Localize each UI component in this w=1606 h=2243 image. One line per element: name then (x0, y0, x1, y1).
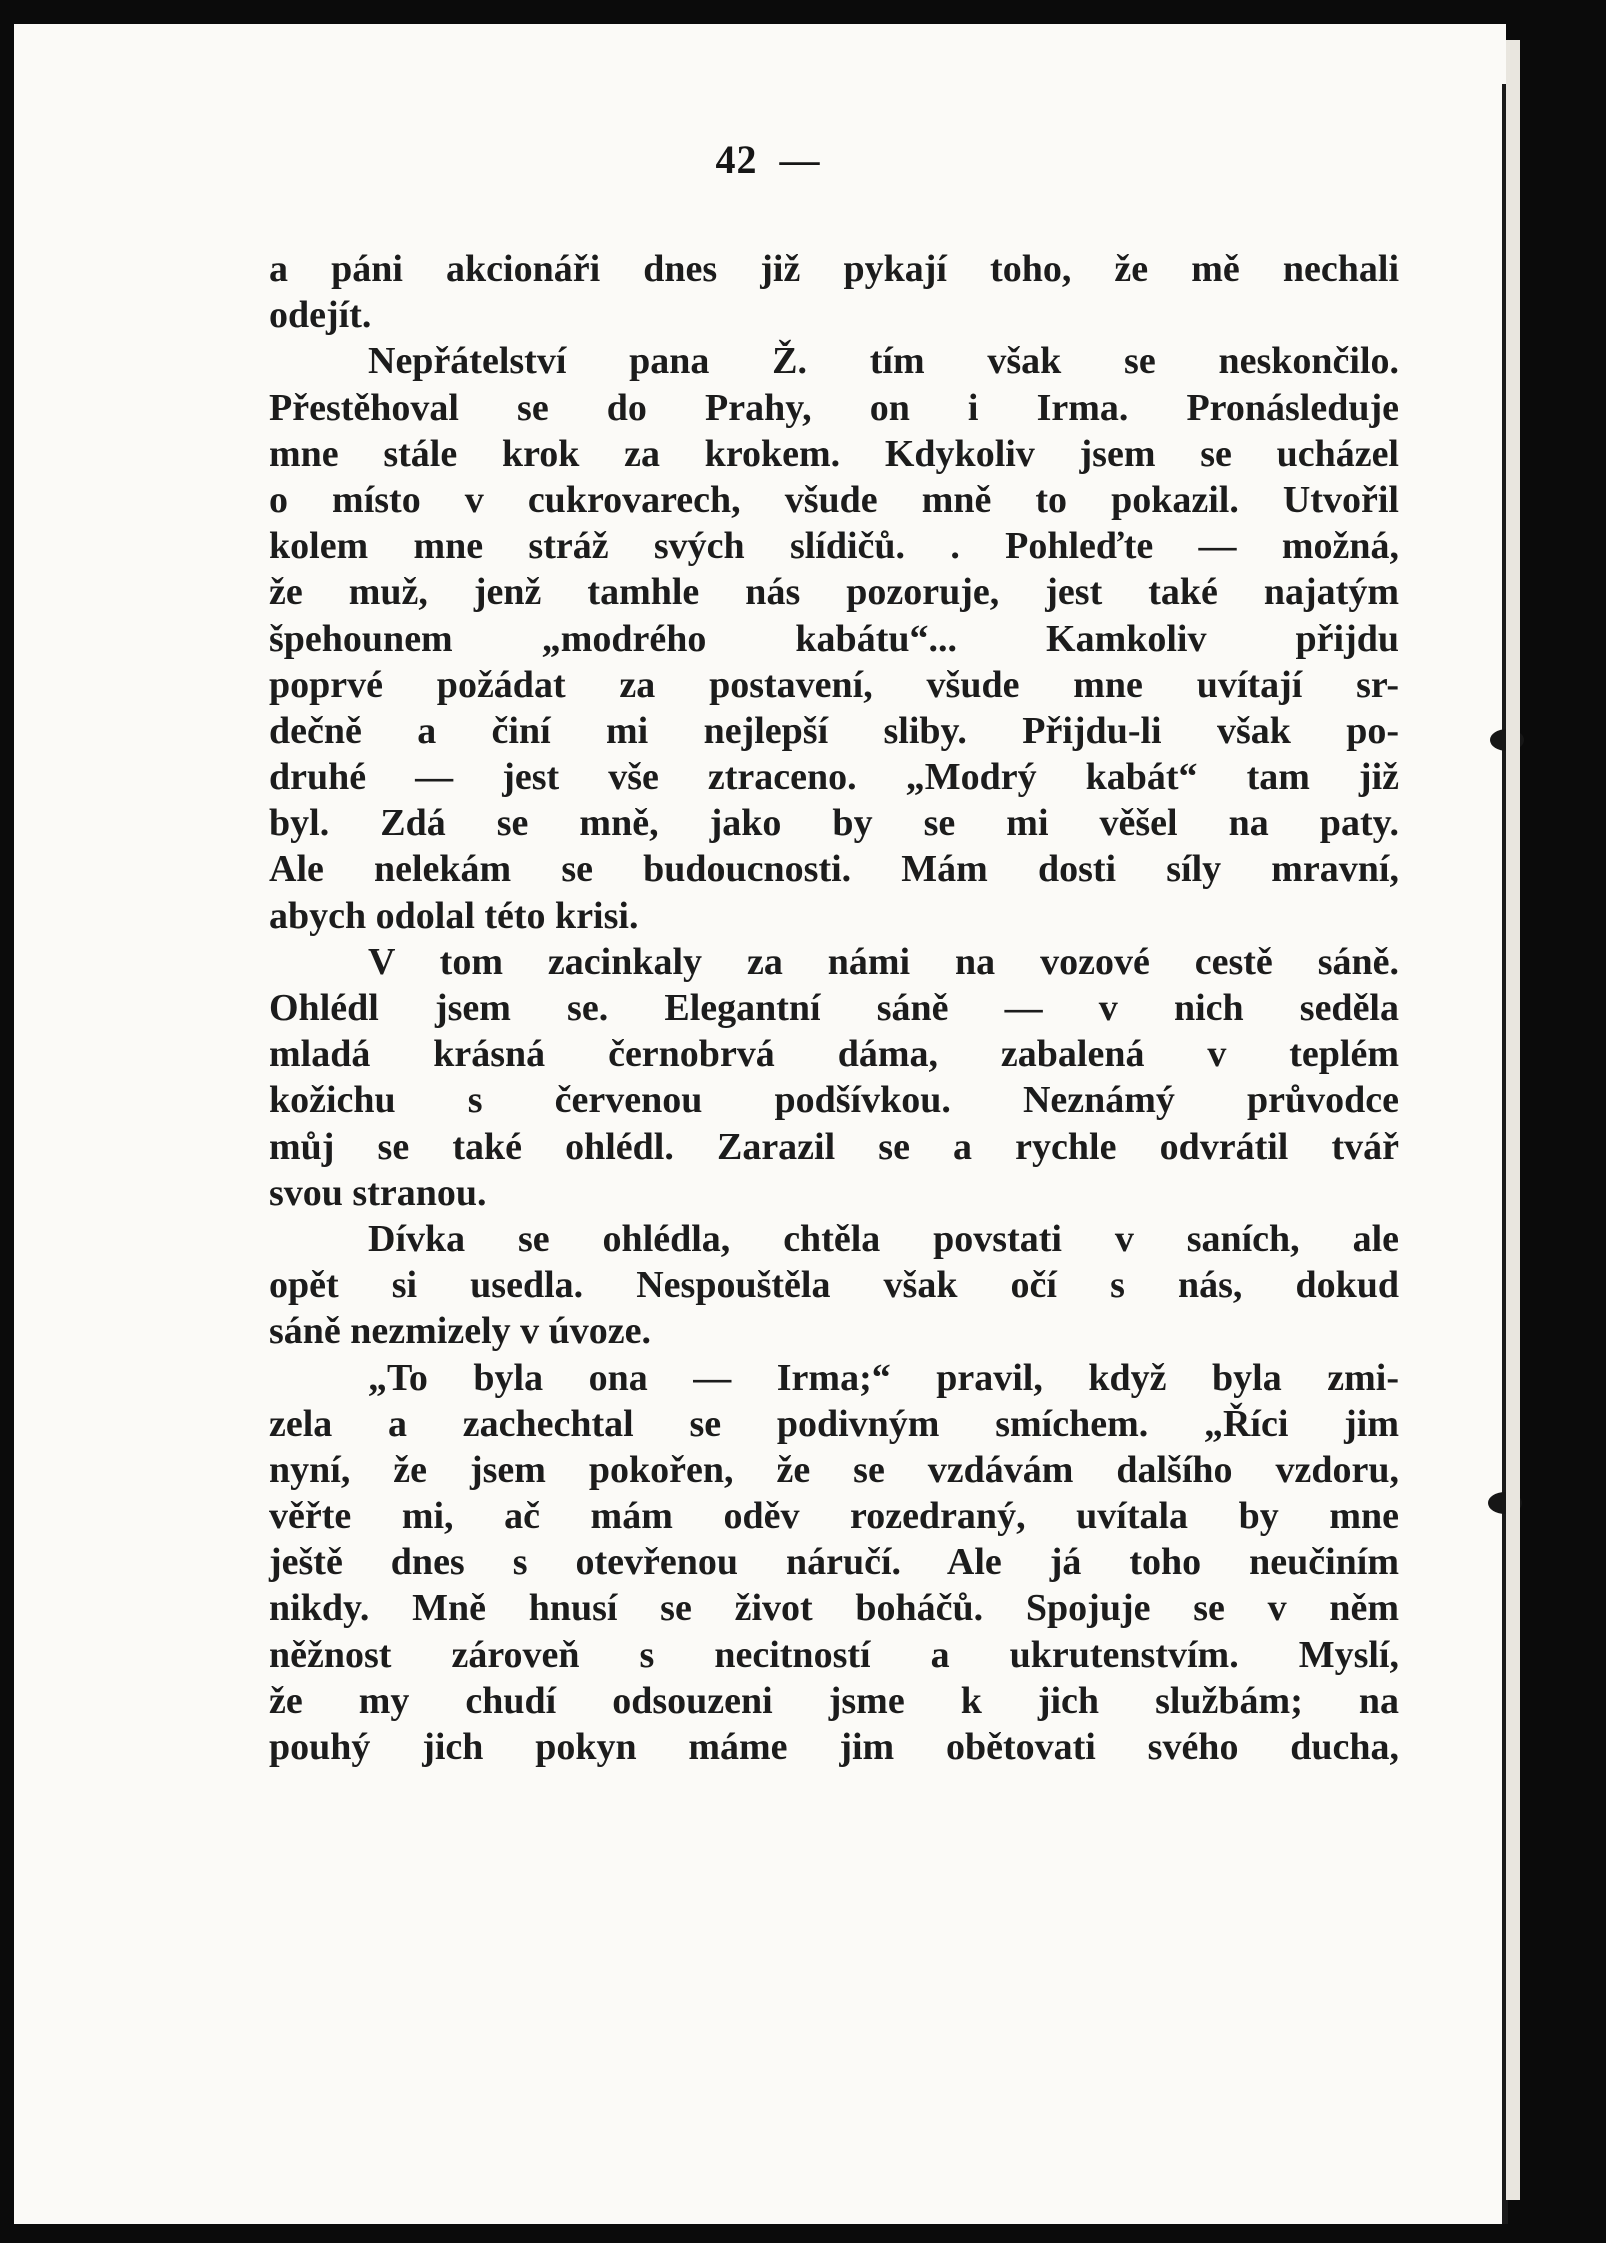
adjacent-page-edge (1506, 40, 1520, 2200)
text-line: svou stranou. (269, 1171, 487, 1214)
text-line: že my chudí odsouzeni jsme k jich službám; na (269, 1679, 1399, 1722)
book-page (14, 24, 1506, 2224)
text-line: poprvé požádat za postavení, všude mne uvítají sr- (269, 663, 1399, 706)
text-line: o místo v cukrovarech, všude mně to pokazil. Utvořil (269, 478, 1399, 521)
body-text (269, 246, 1399, 1770)
text-line: kolem mne stráž svých slídičů. . Pohleďte — možná, (269, 525, 1399, 568)
text-line: něžnost zároveň s necitností a ukrutenstvím. Myslí, (269, 1633, 1399, 1676)
text-line: Ohlédl jsem se. Elegantní sáně — v nich seděla (269, 987, 1399, 1029)
text-line: Nepřátelství pana Ž. tím však se neskončilo. (368, 340, 1399, 383)
text-line: kožichu s červenou podšívkou. Neznámý průvodce (269, 1079, 1399, 1122)
text-line: byl. Zdá se mně, jako by se mi věšel na paty. (269, 802, 1399, 845)
text-line: Přestěhoval se do Prahy, on i Irma. Pronásleduje (269, 386, 1399, 429)
text-line: abych odolal této krisi. (269, 894, 639, 937)
text-line: mladá krásná černobrvá dáma, zabalená v teplém (269, 1033, 1399, 1076)
text-line: Dívka se ohlédla, chtěla povstati v saních, ale (368, 1217, 1399, 1260)
text-line: a páni akcionáři dnes již pykají toho, že mě nechali (269, 248, 1399, 290)
text-line: dečně a činí mi nejlepší sliby. Přijdu-li však po- (269, 709, 1399, 752)
text-line: můj se také ohlédl. Zarazil se a rychle odvrátil tvář (269, 1125, 1399, 1168)
text-line: ještě dnes s otevřenou náručí. Ale já toho neučiním (269, 1541, 1399, 1584)
text-line: mne stále krok za krokem. Kdykoliv jsem se ucházel (269, 432, 1399, 475)
text-line: V tom zacinkaly za námi na vozové cestě sáně. (368, 940, 1399, 983)
text-line: sáně nezmizely v úvoze. (269, 1310, 652, 1353)
text-line: nyní, že jsem pokořen, že se vzdávám dalšího vzdoru, (269, 1448, 1399, 1491)
header-dash: — (779, 137, 821, 182)
page-header (14, 136, 1506, 183)
page-number: 42 (715, 137, 758, 182)
text-line: věřte mi, ač mám oděv rozedraný, uvítala by mne (269, 1495, 1399, 1538)
text-line: nikdy. Mně hnusí se život boháčů. Spojuje se v něm (269, 1587, 1399, 1630)
text-line: „To byla ona — Irma;“ pravil, když byla zmi- (368, 1356, 1399, 1399)
text-line: Ale nelekám se budoucnosti. Mám dosti síly mravní, (269, 848, 1399, 891)
text-line: zela a zachechtal se podivným smíchem. „Říci jim (269, 1402, 1399, 1445)
text-line: opět si usedla. Nespouštěla však očí s nás, dokud (269, 1264, 1399, 1307)
text-line: odejít. (269, 294, 372, 337)
text-line: špehounem „modrého kabátu“... Kamkoliv přijdu (269, 617, 1399, 660)
text-line: druhé — jest vše ztraceno. „Modrý kabát“ tam již (269, 756, 1399, 799)
text-line: že muž, jenž tamhle nás pozoruje, jest také najatým (269, 571, 1399, 614)
text-line: pouhý jich pokyn máme jim obětovati svého ducha, (269, 1726, 1399, 1768)
